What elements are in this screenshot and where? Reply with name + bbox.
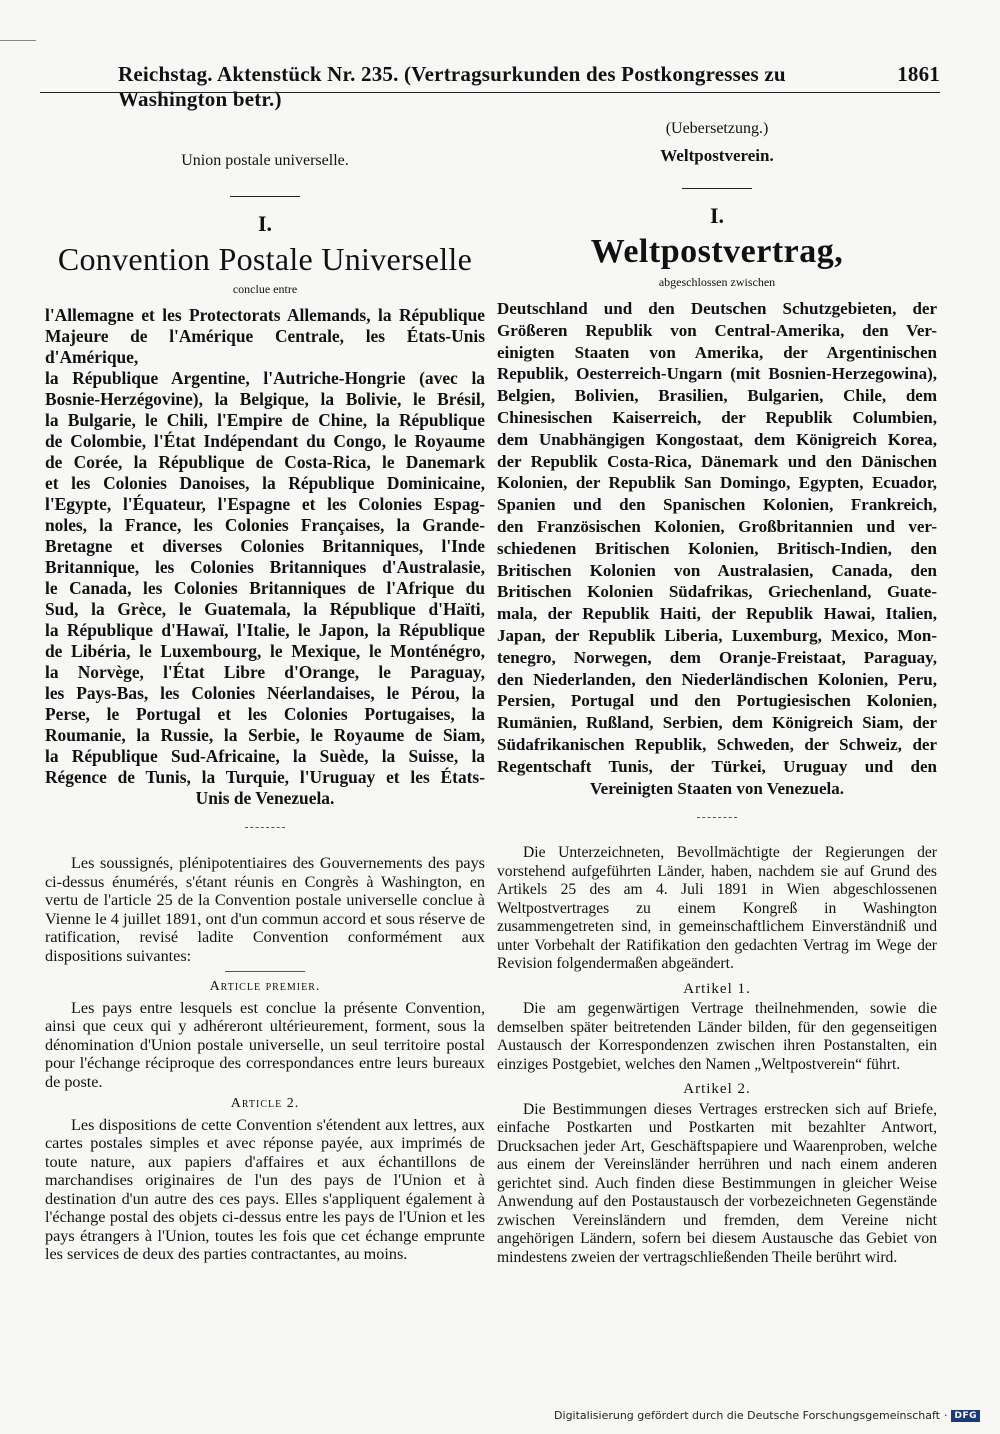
french-preamble: Les soussignés, plénipotentiaires des Gouvernements des pays ci-dessus énumérés, s'étant réunis en Congrès à Washington, en vertu de l'article 25 de la Convention postale universelle conclue à Vienne le 4 juillet 1891, ont d'un commun accord et sous réserve de ratification, revisé ladite Convention conformément aux dispositions suivantes: xyxy=(45,854,485,965)
french-parties-line: Bretagne et diverses Colonies Britanniques, l'Inde xyxy=(45,536,485,556)
german-parties-line: Vereinigten Staaten von Venezuela. xyxy=(589,778,845,798)
dfg-logo: DFG xyxy=(951,1410,980,1422)
french-parties-line: Roumanie, la Russie, la Serbie, le Royaume de Siam, xyxy=(45,725,485,745)
french-parties-line: noles, la France, les Colonies Françaises, la Grande- xyxy=(45,515,485,535)
german-article1-heading: Artikel 1. xyxy=(683,980,751,997)
french-parties-line: Perse, le Portugal et les Colonies Portugaises, la xyxy=(45,704,485,724)
french-column xyxy=(45,120,485,1264)
german-parties-line: Südafrikanischen Republik, Schweden, der Schweiz, der xyxy=(497,734,937,754)
french-parties-line: de Colombie, l'État Indépendant du Congo, le Royaume xyxy=(45,431,485,451)
french-parties-line: les Pays-Bas, les Colonies Néerlandaises, le Pérou, la xyxy=(45,683,485,703)
german-parties-line: einigten Staaten von Amerika, der Argentinischen xyxy=(497,342,937,362)
german-parties-line: Größeren Republik von Central-Amerika, den Ver- xyxy=(497,320,937,340)
german-column xyxy=(497,120,937,1267)
divider xyxy=(682,188,752,189)
french-article1-heading: Article premier. xyxy=(209,979,321,994)
german-parties-line: dem Unabhängigen Kongostaat, dem Königreich Korea, xyxy=(497,429,937,449)
header-title: Reichstag. Aktenstück Nr. 235. (Vertragsurkunden des Postkongresses zu Washington betr.) xyxy=(118,62,786,111)
german-parties-line: Japan, der Republik Liberia, Luxemburg, Mexico, Mon- xyxy=(497,625,937,645)
french-title: Convention Postale Universelle xyxy=(57,241,473,277)
german-preamble: Die Unterzeichneten, Bevollmächtigte der Regierungen der vorstehend aufgeführten Länder, haben, nachdem sie auf Grund des Artikels 25 des am 4. Juli 1891 in Wien abgeschlossenen Weltpostvertrages zu einem Kongreß in Washington zusammengetreten sind, in gemeinschaftlichem Einverständniß und unter Vorbehalt der Ratifikation den gedachten Vertrag im Wege der Revision folgendermaßen abgeändert. xyxy=(497,844,937,973)
german-parties-line: Persien, Portugal und den Portugiesischen Kolonien, xyxy=(497,691,937,711)
german-parties-line: Spanien und den Spanischen Kolonien, Frankreich, xyxy=(497,495,937,515)
french-parties-list xyxy=(45,305,485,809)
french-article2-text: Les dispositions de cette Convention s'étendent aux lettres, aux cartes postales simples et avec réponse payée, aux imprimés de toute nature, aux papiers d'affaires et aux échantillons de marchandises originaires de l'un des pays de l'Union et à destination d'un autre des ces pays. Elles s'appliquent également à l'échange postal des objets ci-dessus entre les pays de l'Union et les pays étrangers à l'Union, toutes les fois que cet échange emprunte les services de deux des parties contractantes, au moins. xyxy=(45,1115,485,1263)
french-subtitle: Union postale universelle. xyxy=(181,152,349,169)
french-parties-line: Britannique, les Colonies Britanniques d'Australasie, xyxy=(45,557,485,577)
french-parties-line: l'Egypte, l'Équateur, l'Espagne et les Colonies Espag- xyxy=(45,494,485,514)
german-title: Weltpostvertrag, xyxy=(590,233,844,270)
french-parties-line: et les Colonies Danoises, la République Dominicaine, xyxy=(45,473,485,493)
german-article1-text: Die am gegenwärtigen Vertrage theilnehmenden, sowie die demselben später beitretenden Länder bilden, für den gegenseitigen Austausch der Korrespondenzen zwischen ihren Postanstalten, ein einziges Postgebiet, welches den Namen „Weltpostverein“ führt. xyxy=(497,1000,937,1073)
german-parties-line: Chinesischen Kaiserreich, der Republik Columbien, xyxy=(497,407,937,427)
german-parties-line: der Republik Costa-Rica, Dänemark und den Dänischen xyxy=(497,451,937,471)
french-parties-line: Unis de Venezuela. xyxy=(195,788,335,808)
german-parties-line: Kolonien, der Republik San Domingo, Egypten, Ecuador, xyxy=(497,473,937,493)
german-parties-line: schiedenen Britischen Kolonien, Britisch-Indien, den xyxy=(497,538,937,558)
german-concl: abgeschlossen zwischen xyxy=(658,275,776,289)
german-parties-line: Regentschaft Tunis, der Türkei, Uruguay und den xyxy=(497,756,937,776)
french-article1-text: Les pays entre lesquels est conclue la présente Convention, ainsi que ceux qui y adhéreront ultérieurement, forment, sous la dénomination d'Union postale universelle, un seul territoire postal pour l'échange réciproque des correspondances entre leurs bureaux de poste. xyxy=(45,998,485,1091)
french-parties-line: le Canada, les Colonies Britanniques de l'Afrique du xyxy=(45,578,485,598)
french-concl: conclue entre xyxy=(232,282,298,296)
divider xyxy=(245,827,285,828)
german-parties-line: Britischen Kolonien Südafrikas, Griechenland, Guate- xyxy=(497,582,937,602)
german-parties-line: Rumänien, Rußland, Serbien, dem Königreich Siam, der xyxy=(497,713,937,733)
french-parties-line: la République Sud-Africaine, la Suède, la Suisse, la xyxy=(45,746,485,766)
digitization-footer: Digitalisierung gefördert durch die Deutsche Forschungsgemeinschaft · DFG xyxy=(554,1409,980,1422)
header-rule xyxy=(40,92,940,93)
french-parties-line: Majeure de l'Amérique Centrale, les États-Unis d'Amérique, xyxy=(45,326,485,367)
german-article2-text: Die Bestimmungen dieses Vertrages erstrecken sich auf Briefe, einfache Postkarten und Postkarten mit bezahlter Antwort, Drucksachen jeder Art, Geschäftspapiere und Waarenproben, welche aus einem der Vereinsländer herrühren und nach einem anderen gerichtet sind. Auch finden diese Bestimmungen in gleicher Weise Anwendung auf den Postaustausch der vorbezeichneten Gegenstände zwischen Vereinsländern und fremden, dem Vereine nicht angehörigen Ländern, sofern bei diesem Austausche das Gebiet von mindestens zweien der vertragschließenden Theile berührt wird. xyxy=(497,1100,937,1266)
french-parties-line: Bosnie-Herzégovine), la Belgique, la Bolivie, le Brésil, xyxy=(45,389,485,409)
divider xyxy=(697,817,737,818)
french-parties-line: de Corée, la République de Costa-Rica, le Danemark xyxy=(45,452,485,472)
german-parties-line: den Niederlanden, den Niederländischen Kolonien, Peru, xyxy=(497,669,937,689)
german-parties-line: tenegro, Norwegen, dem Oranje-Freistaat, Paraguay, xyxy=(497,647,937,667)
french-body xyxy=(45,854,485,1264)
german-parties-line: mala, der Republik Haiti, der Republik Hawai, Italien, xyxy=(497,604,937,624)
german-parties-line: Republik, Oesterreich-Ungarn (mit Bosnien-Herzegowina), xyxy=(497,364,937,384)
french-roman-numeral: I. xyxy=(257,211,273,236)
german-parties-line: Deutschland und den Deutschen Schutzgebieten, der xyxy=(497,299,937,318)
german-article2-heading: Artikel 2. xyxy=(683,1081,751,1098)
german-parties-line: den Französischen Kolonien, Großbritannien und ver- xyxy=(497,516,937,536)
german-subtitle: Weltpostverein. xyxy=(660,146,774,165)
french-article2-heading: Article 2. xyxy=(230,1096,300,1111)
french-parties-line: Régence de Tunis, la Turquie, l'Uruguay et les États- xyxy=(45,767,485,787)
french-parties-line: la République d'Hawaï, l'Italie, le Japon, la République xyxy=(45,620,485,640)
french-parties-line: la Norvège, l'État Libre d'Orange, le Paraguay, xyxy=(45,662,485,682)
translation-note: (Uebersetzung.) xyxy=(665,120,769,137)
page-number: 1861 xyxy=(897,62,940,86)
french-parties-line: l'Allemagne et les Protectorats Allemands, la République xyxy=(45,305,485,325)
german-parties-list xyxy=(497,298,937,799)
corner-mark xyxy=(0,40,36,41)
footer-text: Digitalisierung gefördert durch die Deutsche Forschungsgemeinschaft xyxy=(554,1409,940,1422)
german-roman-numeral: I. xyxy=(709,203,725,228)
german-body xyxy=(497,844,937,1267)
divider xyxy=(230,196,300,197)
running-header xyxy=(118,62,940,112)
french-parties-line: de Libéria, le Luxembourg, le Mexique, le Monténégro, xyxy=(45,641,485,661)
french-parties-line: la République Argentine, l'Autriche-Hongrie (avec la xyxy=(45,368,485,388)
french-parties-line: Sud, la Grèce, le Guatemala, la République d'Haïti, xyxy=(45,599,485,619)
german-parties-line: Belgien, Bolivien, Brasilien, Bulgarien, Chile, dem xyxy=(497,386,937,406)
french-parties-line: la Bulgarie, le Chili, l'Empire de Chine, la République xyxy=(45,410,485,430)
divider xyxy=(225,971,305,972)
german-parties-line: Britischen Kolonien von Australasien, Canada, den xyxy=(497,560,937,580)
